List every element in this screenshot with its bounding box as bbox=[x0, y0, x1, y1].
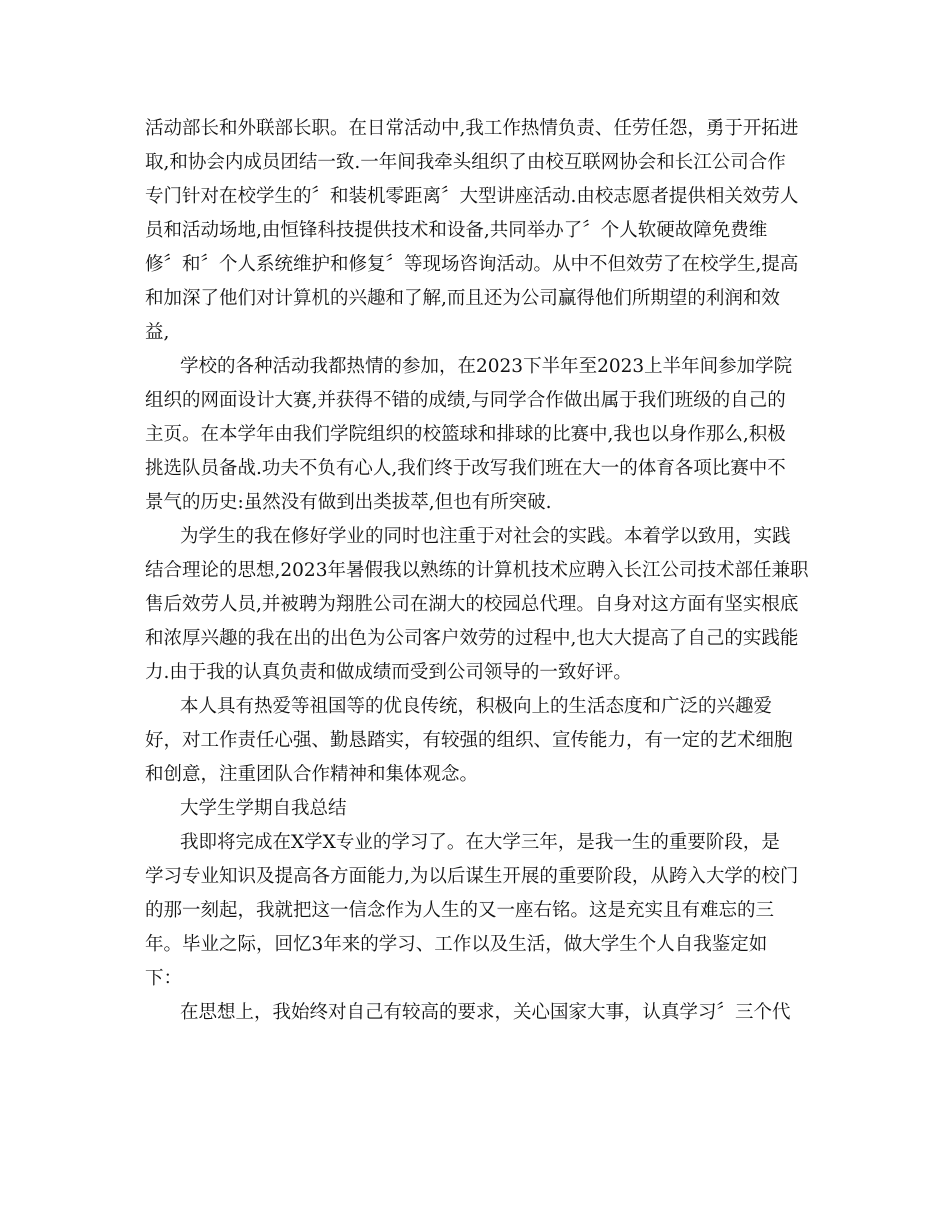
text-line: 组织的网面设计大赛,并获得不错的成绩,与同学合作做出属于我们班级的自己的 bbox=[145, 390, 786, 411]
text-line: 的那一刻起，我就把这一信念作为人生的又一座右铭。这是充实且有难忘的三 bbox=[145, 900, 775, 921]
text-line: 挑选队员备战.功夫不负有心人,我们终于改写我们班在大一的体育各项比赛中不 bbox=[145, 458, 786, 479]
text-line: 年。毕业之际，回忆3年来的学习、工作以及生活，做大学生个人自我鉴定如 bbox=[145, 934, 768, 955]
text-line: 售后效劳人员,并被聘为翔胜公司在湖大的校园总代理。自身对这方面有坚实根底 bbox=[145, 594, 799, 615]
text-line: 专门针对在校学生的〞和装机零距离〞大型讲座活动.由校志愿者提供相关效劳人 bbox=[145, 186, 799, 207]
text-line: 活动部长和外联部长职。在日常活动中,我工作热情负责、任劳任怨，勇于开拓进 bbox=[145, 118, 799, 139]
text-line: 结合理论的思想,2023年暑假我以熟练的计算机技术应聘入长江公司技术部任兼职 bbox=[145, 560, 809, 581]
text-line: 景气的历史:虽然没有做到出类拔萃,但也有所突破. bbox=[145, 492, 552, 513]
text-line: 员和活动场地,由恒锋科技提供技术和设备,共同举办了〞个人软硬故障免费维 bbox=[145, 220, 768, 241]
text-line: 学习专业知识及提高各方面能力,为以后谋生开展的重要阶段，从跨入大学的校门 bbox=[145, 866, 799, 887]
text-line: 和加深了他们对计算机的兴趣和了解,而且还为公司赢得他们所期望的利润和效 bbox=[145, 288, 780, 309]
paragraph-start-line: 我即将完成在X学X专业的学习了。在大学三年，是我一生的重要阶段，是 bbox=[180, 832, 780, 853]
text-line: 修〞和〞个人系统维护和修复〞等现场咨询活动。从中不但效劳了在校学生,提高 bbox=[145, 254, 799, 275]
section-heading: 大学生学期自我总结 bbox=[180, 798, 347, 819]
paragraph-start-line: 为学生的我在修好学业的同时也注重于对社会的实践。本着学以致用，实践 bbox=[180, 526, 791, 547]
text-line: 力.由于我的认真负责和做成绩而受到公司领导的一致好评。 bbox=[145, 662, 632, 683]
paragraph-start-line: 本人具有热爱等祖国等的优良传统，积极向上的生活态度和广泛的兴趣爱 bbox=[180, 696, 773, 717]
text-line: 下： bbox=[145, 968, 183, 989]
text-line: 主页。在本学年由我们学院组织的校篮球和排球的比赛中,我也以身作那么,积极 bbox=[145, 424, 786, 445]
text-line: 和浓厚兴趣的我在出的出色为公司客户效劳的过程中,也大大提高了自己的实践能 bbox=[145, 628, 799, 649]
text-line: 取,和协会内成员团结一致.一年间我牵头组织了由校互联网协会和长江公司合作 bbox=[145, 152, 786, 173]
paragraph-start-line: 在思想上，我始终对自己有较高的要求，关心国家大事，认真学习〞三个代 bbox=[180, 1002, 791, 1023]
text-line: 和创意，注重团队合作精神和集体观念。 bbox=[145, 764, 479, 785]
paragraph-start-line: 学校的各种活动我都热情的参加，在2023下半年至2023上半年间参加学院 bbox=[180, 356, 793, 377]
text-line: 益, bbox=[145, 322, 170, 343]
text-line: 好，对工作责任心强、勤恳踏实，有较强的组织、宣传能力，有一定的艺术细胞 bbox=[145, 730, 793, 751]
